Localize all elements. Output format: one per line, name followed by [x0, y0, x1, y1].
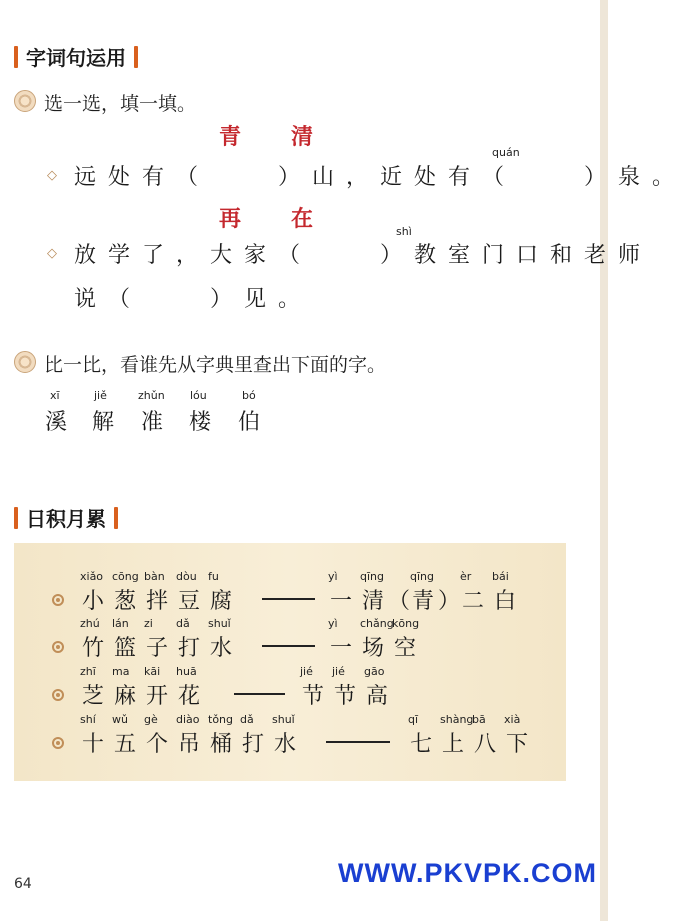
circle-bullet-icon	[52, 641, 64, 653]
hanzi-char: 花	[178, 684, 201, 709]
hanzi-char: 竹	[82, 636, 105, 661]
fill-sentence: 远处有（ ）山，近处有（ ）泉。	[74, 165, 686, 190]
hanzi-char: 白	[494, 589, 517, 614]
pinyin-label: lán	[112, 617, 129, 630]
watermark: WWW.PKVPK.COM	[338, 858, 597, 888]
hanzi-char: 伯	[238, 410, 261, 435]
em-dash-separator	[326, 741, 390, 743]
accent-bar-right	[114, 507, 118, 529]
question-prompt: 比一比，看谁先从字典里查出下面的字。	[44, 354, 387, 376]
hanzi-char: ）	[438, 589, 461, 614]
section-title: 字词句运用	[26, 46, 126, 70]
pinyin-label: wǔ	[112, 713, 128, 726]
pinyin-label: bái	[492, 570, 509, 583]
pinyin-label: gè	[144, 713, 158, 726]
em-dash-separator	[262, 645, 315, 647]
pinyin-label: jié	[332, 665, 345, 678]
pinyin-label: kāi	[144, 665, 161, 678]
hanzi-char: 麻	[114, 684, 137, 709]
pinyin-label: xī	[50, 389, 60, 402]
hanzi-char: 场	[362, 636, 385, 661]
pinyin-label: bā	[472, 713, 486, 726]
pinyin-label: jiě	[94, 389, 107, 402]
hanzi-char: 拌	[146, 589, 169, 614]
hanzi-char: 上	[442, 732, 465, 757]
flower-bullet-icon	[14, 351, 36, 373]
circle-bullet-icon	[52, 689, 64, 701]
hanzi-char: 楼	[189, 410, 212, 435]
hanzi-char: 溪	[45, 410, 68, 435]
fill-sentence: 放学了，大家（ ）教室门口和老师	[74, 243, 653, 268]
pinyin-label: huā	[176, 665, 197, 678]
hanzi-char: 开	[146, 684, 169, 709]
pinyin-label: shì	[396, 225, 412, 238]
pinyin-label: xià	[504, 713, 521, 726]
hanzi-char: 五	[114, 732, 137, 757]
hanzi-char: 水	[210, 636, 233, 661]
pinyin-label: shí	[80, 713, 96, 726]
circle-bullet-icon	[52, 594, 64, 606]
hanzi-char: 节	[302, 684, 325, 709]
pinyin-label: qīng	[410, 570, 434, 583]
accent-bar-right	[134, 46, 138, 68]
pinyin-label: xiǎo	[80, 570, 104, 583]
hanzi-char: 准	[141, 410, 164, 435]
em-dash-separator	[262, 598, 315, 600]
pinyin-label: diào	[176, 713, 200, 726]
hanzi-char: 腐	[210, 589, 233, 614]
hanzi-char: 一	[330, 636, 353, 661]
option-char: 清	[291, 124, 314, 150]
pinyin-label: yì	[328, 570, 338, 583]
hanzi-char: 豆	[178, 589, 201, 614]
circle-bullet-icon	[52, 737, 64, 749]
pinyin-label: ma	[112, 665, 130, 678]
pinyin-label: qī	[408, 713, 419, 726]
section-title: 日积月累	[26, 507, 106, 531]
pinyin-label: quán	[492, 146, 520, 159]
option-char: 再	[219, 206, 242, 232]
page-edge	[600, 0, 608, 921]
accent-bar-left	[14, 46, 18, 68]
hanzi-char: 个	[146, 732, 169, 757]
pinyin-label: shuǐ	[208, 617, 231, 630]
hanzi-char: 水	[274, 732, 297, 757]
diamond-bullet-icon: ◇	[47, 168, 57, 183]
pinyin-label: zhǔn	[138, 389, 165, 402]
pinyin-label: dǎ	[240, 713, 254, 726]
hanzi-char: 吊	[178, 732, 201, 757]
pinyin-label: zhī	[80, 665, 96, 678]
diamond-bullet-icon: ◇	[47, 246, 57, 261]
pinyin-label: shàng	[440, 713, 474, 726]
question-prompt: 选一选，填一填。	[44, 93, 197, 115]
pinyin-label: dòu	[176, 570, 197, 583]
pinyin-label: bó	[242, 389, 256, 402]
option-char: 在	[291, 206, 314, 232]
pinyin-label: cōng	[112, 570, 139, 583]
accent-bar-left	[14, 507, 18, 529]
hanzi-char: 十	[82, 732, 105, 757]
page-number: 64	[14, 876, 32, 892]
hanzi-char: 七	[410, 732, 433, 757]
hanzi-char: 篮	[114, 636, 137, 661]
pinyin-label: bàn	[144, 570, 165, 583]
hanzi-char: 下	[506, 732, 529, 757]
option-char: 青	[219, 124, 242, 150]
hanzi-char: 空	[394, 636, 417, 661]
hanzi-char: 青	[412, 589, 435, 614]
hanzi-char: 清	[362, 589, 385, 614]
hanzi-char: 打	[242, 732, 265, 757]
fill-sentence-continued: 说（ ）见。	[74, 287, 313, 312]
hanzi-char: 葱	[114, 589, 137, 614]
hanzi-char: 二	[462, 589, 485, 614]
pinyin-label: zhú	[80, 617, 100, 630]
hanzi-char: 节	[334, 684, 357, 709]
pinyin-label: qīng	[360, 570, 384, 583]
pinyin-label: shuǐ	[272, 713, 295, 726]
pinyin-label: yì	[328, 617, 338, 630]
hanzi-char: 八	[474, 732, 497, 757]
flower-bullet-icon	[14, 90, 36, 112]
section-header-usage	[14, 42, 138, 71]
pinyin-label: gāo	[364, 665, 385, 678]
em-dash-separator	[234, 693, 285, 695]
pinyin-label: lóu	[190, 389, 207, 402]
pinyin-label: tǒng	[208, 713, 233, 726]
hanzi-char: 子	[146, 636, 169, 661]
pinyin-label: chǎng	[360, 617, 394, 630]
pinyin-label: kōng	[392, 617, 420, 630]
pinyin-label: zi	[144, 617, 153, 630]
hanzi-char: 打	[178, 636, 201, 661]
hanzi-char: 高	[366, 684, 389, 709]
hanzi-char: （	[388, 589, 411, 614]
pinyin-label: èr	[460, 570, 472, 583]
hanzi-char: 芝	[82, 684, 105, 709]
pinyin-label: dǎ	[176, 617, 190, 630]
hanzi-char: 桶	[210, 732, 233, 757]
hanzi-char: 小	[82, 589, 105, 614]
pinyin-label: jié	[300, 665, 313, 678]
hanzi-char: 一	[330, 589, 353, 614]
pinyin-label: fu	[208, 570, 219, 583]
hanzi-char: 解	[92, 410, 115, 435]
section-header-daily	[14, 503, 118, 532]
